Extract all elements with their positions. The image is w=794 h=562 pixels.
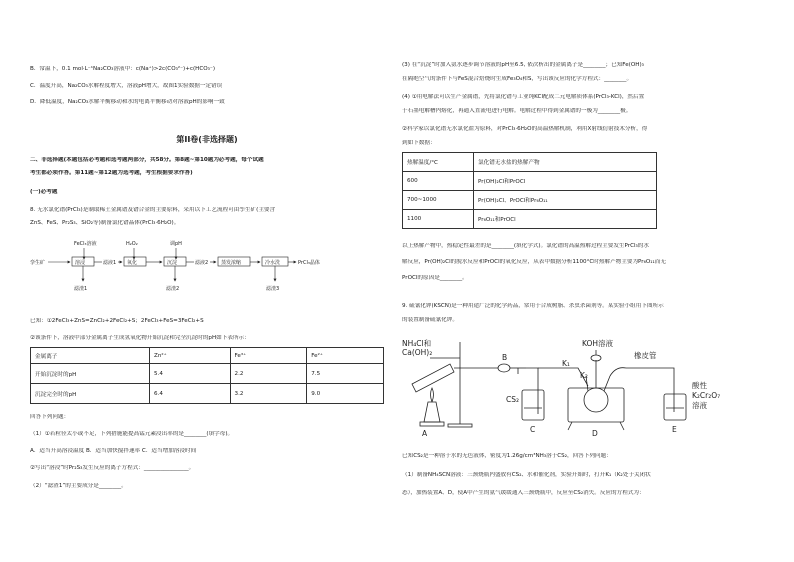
option-c: C．温度升高，Na₂CO₃水解程度增大，溶液pH增大，故图1实验数据一定错误 xyxy=(30,83,223,89)
flow-reagent-fecl3: FeCl₃溶液 xyxy=(74,241,97,247)
apparatus-acid-solution: 溶液 xyxy=(692,401,707,410)
q8-part4-line5: 以上热解产物中，热稳定性最差的是________(填化学式)。氯化镨的高温热解过程主要发生PrCl₃的水 xyxy=(402,243,649,249)
q8-part2: （2）“滤渣1”的主要成分是________。 xyxy=(30,483,127,489)
q9-stem-line2: 的装置制备硫氰化钾。 xyxy=(402,317,458,323)
part2-instructions-line2: 考生都必须作答。第11题~第12题为选考题，考生根据要求作答) xyxy=(30,170,193,176)
q9-part1-line1: （1）制备NH₄SCN溶液：三颈烧瓶内盛放有CS₂、水和催化剂，实验开始时，打开K₁（K₂处于关闭状 xyxy=(402,472,651,478)
known-reaction: 已知：①2FeCl₃+ZnS=ZnCl₂+2FeCl₂+S；2FeCl₃+FeS=3FeCl₂+S xyxy=(30,318,204,324)
flow-step-leach: 溶浸 xyxy=(75,260,86,266)
table-cell: 3.2 xyxy=(230,384,307,404)
apparatus-reagent2: Ca(OH)₂ xyxy=(402,348,433,357)
flow-filtrate1: 滤液1 xyxy=(103,260,117,266)
flow-step-oxidize: 氧化 xyxy=(127,260,138,266)
apparatus-reagent: NH₄Cl和 xyxy=(402,339,432,348)
table-header-row xyxy=(31,348,384,364)
table-row xyxy=(403,191,657,210)
apparatus-acid: 酸性 xyxy=(692,381,707,390)
flow-step-evaporate: 蒸发浓缩 xyxy=(221,260,242,266)
q8-part4-line7: PrOCl的原因是________。 xyxy=(402,275,468,281)
table-header: 氯化镨无水盐的热解产物 xyxy=(474,153,657,172)
q8-part3-line1: (3) 在“沉淀”时加入氨水逐步调节溶液的pH至6.5, 依次析出的金属离子是________；已知Fe(OH)₃ xyxy=(402,62,644,68)
table-cell: 700~1000 xyxy=(403,191,474,210)
q8-part1-sub2: ②写出“溶浸”时Pr₂S₃发生反应的离子方程式：________________。 xyxy=(30,465,195,471)
flow-residue3: 滤渣3 xyxy=(266,286,280,292)
right-column xyxy=(402,0,772,562)
apparatus-k1: K₁ xyxy=(562,359,570,368)
q8-part4-line1: (4) ①用电解法可以生产金属镨，先将氯化镨与工业纯KCl配成二元电解质体系(PrCl₃-KCl)，然后置 xyxy=(402,94,645,100)
option-d: D．降低温度，Na₂CO₃水解平衡移动和水的电离平衡移动对溶液pH的影响一致 xyxy=(30,99,225,105)
q8-stem-line2: ZnS、FeS、Pr₂S₃、SiO₂等)制备氯化镨晶体(PrCl₃·6H₂O)。 xyxy=(30,220,180,226)
flow-product: PrCl₃晶体 xyxy=(298,260,320,266)
table-cell: 7.5 xyxy=(307,364,384,384)
table-cell: 沉淀完全时的pH xyxy=(31,384,150,404)
process-flowchart xyxy=(30,237,384,299)
q8-part1-options: A．适当升高溶浸温度 B．适当加快搅拌速率 C．适当增加溶浸时间 xyxy=(30,448,197,454)
table-header: 热解温度/°C xyxy=(403,153,474,172)
table-header: Zn²⁺ xyxy=(150,348,231,364)
apparatus-label-d: D xyxy=(592,429,598,438)
q9-part1-line2: 态），加热装置A、D，使A中产生的氨气缓缓通入三颈烧瓶中，反应至CS₂消失。反应的方程式为： xyxy=(402,490,645,496)
table-cell: 2.2 xyxy=(230,364,307,384)
section-title: 第II卷(非选择题) xyxy=(176,135,238,144)
apparatus-label-e: E xyxy=(672,425,677,434)
flow-reagent-h2o2: H₂O₂ xyxy=(126,241,138,247)
q8-part3-line2: 在隔绝空气的条件下与FeS混合焙烧时生成Fe₃O₄和S，写出该反应的化学方程式：________。 xyxy=(402,76,633,82)
table-cell: 1100 xyxy=(403,210,474,229)
apparatus-acid-formula: K₂Cr₂O₇ xyxy=(692,391,721,400)
table-cell: Pr₆O₁₁和PrOCl xyxy=(474,210,657,229)
q8-part4-line6: 解反应，Pr(OH)₂Cl的脱水反应和PrOCl的氧化反应，从表中数据分析1100°C时热解产物主要为Pr₆O₁₁而无 xyxy=(402,259,666,265)
table-cell: 9.0 xyxy=(307,384,384,404)
apparatus-koh: KOH溶液 xyxy=(582,339,614,348)
pyrolysis-table xyxy=(402,152,657,229)
table-row xyxy=(31,364,384,384)
table-cell: Pr(OH)₂Cl和PrOCl xyxy=(474,172,657,191)
table-header: Fe²⁺ xyxy=(307,348,384,364)
flow-residue1: 滤渣1 xyxy=(74,286,88,292)
q8-part1: （1）①若粒径太小或不足，下列措施能提高锰元素浸出率的是________(填字母)。 xyxy=(30,431,234,437)
option-b: B．常温下，0.1 mol·L⁻¹Na₂CO₃溶液中：c(Na⁺)>2c(CO₃²⁻)+c(HCO₃⁻) xyxy=(30,66,216,72)
ph-table xyxy=(30,347,384,404)
q9-known: 已知CS₂是一种溶于水的无色液体，密度为1.26g/cm³NH₃溶于CS₂，回答下列问题： xyxy=(402,453,612,459)
flow-step-wash: 冷水洗 xyxy=(265,260,281,266)
table-header-row xyxy=(403,153,657,172)
apparatus-hose: 橡皮管 xyxy=(634,351,657,360)
table-header: 金属离子 xyxy=(31,348,150,364)
table-cell: 6.4 xyxy=(150,384,231,404)
table-row xyxy=(403,172,657,191)
apparatus-label-c: C xyxy=(530,425,536,434)
q8-part4-line3: ②科学家以氯化镨无水氯化盐为原料，对PrCl₃·6H₂O的高温热解机制，利用X射线衍射技术分析，得 xyxy=(402,126,648,132)
flow-step-precip: 沉淀 xyxy=(167,260,178,266)
answer-prompt: 回答下列问题： xyxy=(30,414,70,420)
flow-ore: 孪生矿 xyxy=(30,260,46,266)
left-column xyxy=(30,0,384,562)
table-cell: 600 xyxy=(403,172,474,191)
part2-instructions-line1: 二、非选择题(本题包括必考题和选考题两部分，共58分。第8题~第10题为必考题，每个试题 xyxy=(30,157,264,163)
table-row xyxy=(403,210,657,229)
table-cell: Pr(OH)₂Cl、PrOCl和Pr₆O₁₁ xyxy=(474,191,657,210)
apparatus-diagram xyxy=(402,338,742,438)
flow-reagent-ph: 调pH xyxy=(170,241,182,247)
q8-part4-line2: 于石墨电解槽内熔化，再通入直流电进行电解。电解过程中得到金属镨的一极为________极。 xyxy=(402,108,632,114)
q8-stem-line1: 8. 无水氯化镨(PrCl₃)是制取稀土金属镨及镨合金的主要原料，采用以下工艺流程可由孪生矿(主要含 xyxy=(30,207,276,213)
table-header: Fe³⁺ xyxy=(230,348,307,364)
table-cell: 5.4 xyxy=(150,364,231,384)
q9-stem-line1: 9. 硫氰化钾(KSCN)是一种用途广泛的化学药品，常用于合成树脂、杀虫杀菌剂等。某实验小组用下图所示 xyxy=(402,303,664,309)
apparatus-cs2: CS₂ xyxy=(506,395,520,404)
apparatus-k2: K₂ xyxy=(580,371,588,380)
required-heading: (一)必考题 xyxy=(30,189,58,195)
table-row xyxy=(31,384,384,404)
flow-filtrate2: 滤液2 xyxy=(195,260,209,266)
flow-residue2: 滤渣2 xyxy=(166,286,180,292)
apparatus-label-b: B xyxy=(502,353,508,362)
q8-part4-line4: 到如下数据： xyxy=(402,140,436,146)
table-cell: 开始沉淀时的pH xyxy=(31,364,150,384)
apparatus-label-a: A xyxy=(422,429,428,438)
known-table-intro: ②该条件下，溶液中部分金属离子生成氢氧化物开始沉淀和完全沉淀时的pH如下表所示： xyxy=(30,335,250,341)
